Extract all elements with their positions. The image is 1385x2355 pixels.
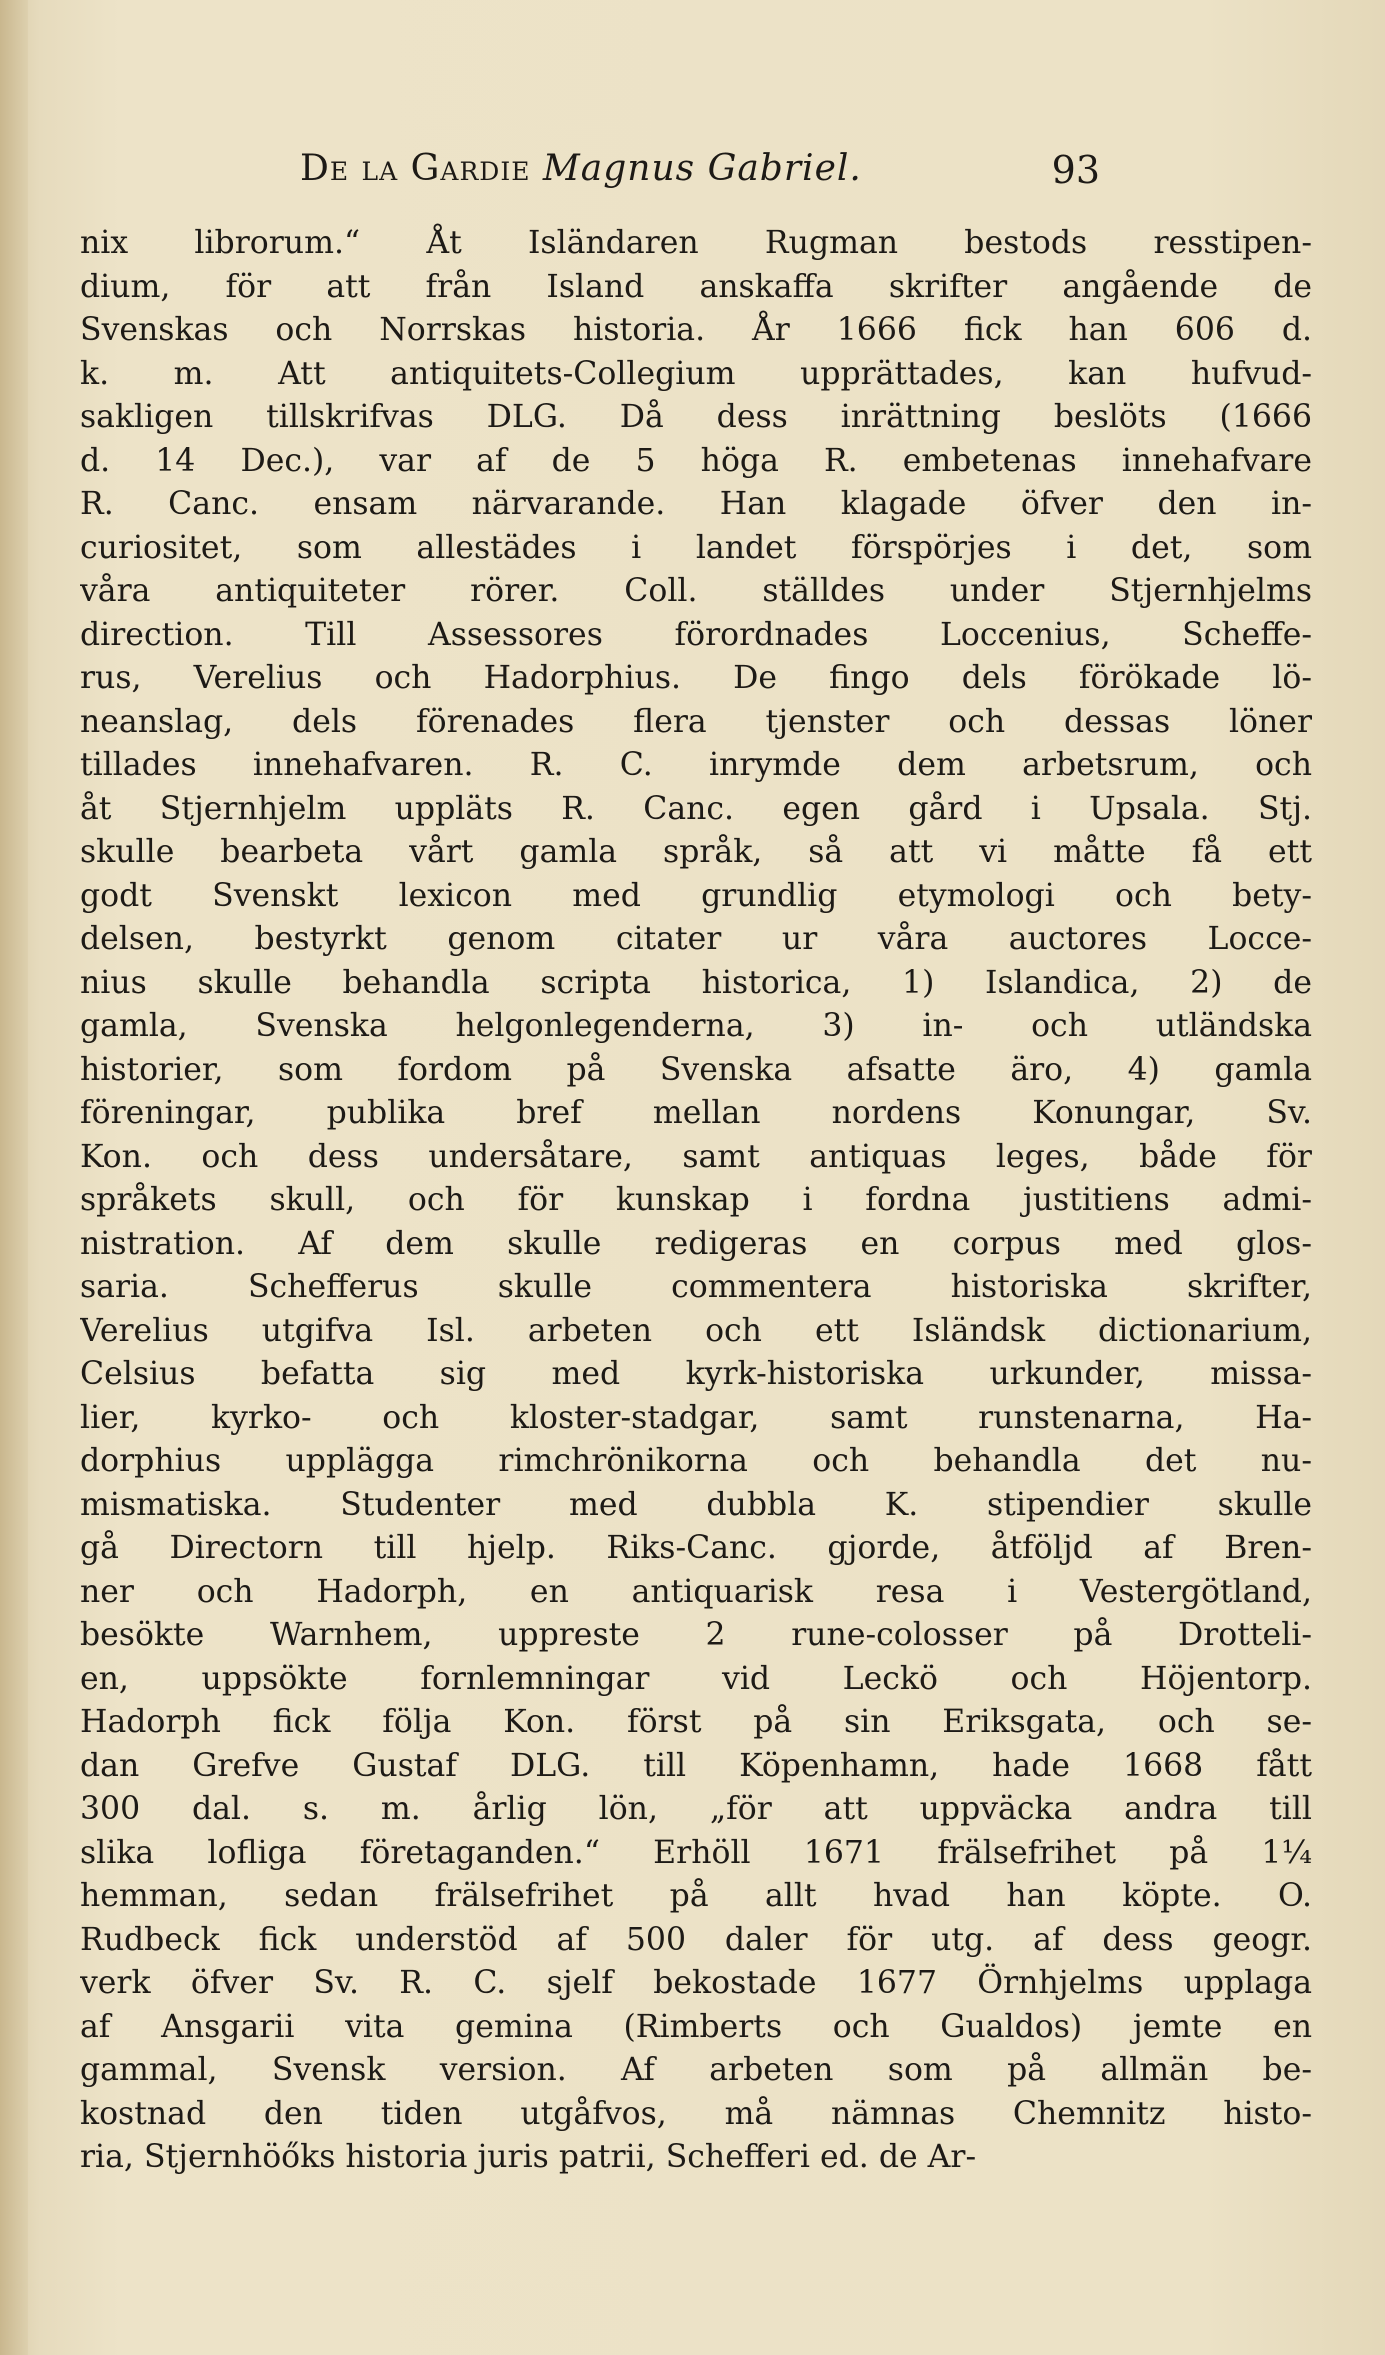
text-line: lier, kyrko- och kloster-stadgar, samt runstenarna, Ha- xyxy=(80,1399,1312,1436)
text-line: skulle bearbeta vårt gamla språk, så att vi måtte få ett xyxy=(80,834,1312,870)
text-line: dium, för att från Island anskaffa skrifter angående de xyxy=(80,268,1312,305)
text-line: mismatiska. Studenter med dubbla K. stipendier skulle xyxy=(80,1486,1312,1523)
text-line: Celsius befatta sig med kyrk-historiska urkunder, missa- xyxy=(80,1356,1312,1392)
adjacent-page-edge xyxy=(0,0,28,2355)
running-title-subject: Magnus Gabriel. xyxy=(542,148,862,189)
text-line: kostnad den tiden utgåfvos, må nämnas Chemnitz histo- xyxy=(80,2095,1312,2132)
text-line: ria, Stjernhöőks historia juris patrii, Schefferi ed. de Ar- xyxy=(80,2139,977,2175)
text-line: nius skulle behandla scripta historica, 1) Islandica, 2) de xyxy=(80,964,1312,1001)
text-line: dan Grefve Gustaf DLG. till Köpenhamn, hade 1668 fått xyxy=(80,1747,1312,1784)
text-line: språkets skull, och för kunskap i fordna justitiens admi- xyxy=(80,1182,1312,1218)
text-line: en, uppsökte fornlemningar vid Leckö och Höjentorp. xyxy=(80,1660,1312,1697)
text-line: åt Stjernhjelm uppläts R. Canc. egen gård i Upsala. Stj. xyxy=(80,790,1312,827)
text-line: Hadorph fick följa Kon. först på sin Eriksgata, och se- xyxy=(80,1704,1312,1740)
text-line: curiositet, som allestädes i landet förspörjes i det, som xyxy=(80,529,1312,566)
body-text xyxy=(80,222,1312,2180)
text-line: nistration. Af dem skulle redigeras en corpus med glos- xyxy=(80,1225,1312,1262)
page-number: 93 xyxy=(1051,148,1100,192)
text-line: våra antiquiteter rörer. Coll. ställdes under Stjernhjelms xyxy=(80,573,1312,609)
text-line: dorphius upplägga rimchrönikorna och behandla det nu- xyxy=(80,1443,1312,1479)
running-title-name: De la Gardie xyxy=(300,148,531,189)
text-line: k. m. Att antiquitets-Collegium upprättades, kan hufvud- xyxy=(80,355,1312,392)
text-line: neanslag, dels förenades flera tjenster och dessas löner xyxy=(80,703,1312,740)
text-line: direction. Till Assessores förordnades Loccenius, Scheffe- xyxy=(80,616,1312,653)
text-line: Svenskas och Norrskas historia. År 1666 fick han 606 d. xyxy=(80,312,1312,348)
text-line: sakligen tillskrifvas DLG. Då dess inrättning beslöts (1666 xyxy=(80,399,1312,435)
text-line: gå Directorn till hjelp. Riks-Canc. gjorde, åtföljd af Bren- xyxy=(80,1530,1312,1566)
running-title xyxy=(300,148,862,189)
running-header xyxy=(300,148,1100,198)
text-line: saria. Schefferus skulle commentera historiska skrifter, xyxy=(80,1269,1312,1305)
text-line: af Ansgarii vita gemina (Rimberts och Gualdos) jemte en xyxy=(80,2008,1312,2045)
text-line: Rudbeck fick understöd af 500 daler för utg. af dess geogr. xyxy=(80,1921,1312,1958)
text-line: Verelius utgifva Isl. arbeten och ett Isländsk dictionarium, xyxy=(80,1312,1312,1349)
text-line: slika lofliga företaganden.“ Erhöll 1671 frälsefrihet på 1¼ xyxy=(80,1834,1312,1871)
text-line: 300 dal. s. m. årlig lön, „för att uppväcka andra till xyxy=(80,1791,1312,1827)
text-line: gammal, Svensk version. Af arbeten som på allmän be- xyxy=(80,2052,1312,2088)
text-line: godt Svenskt lexicon med grundlig etymologi och bety- xyxy=(80,877,1312,914)
text-line: d. 14 Dec.), var af de 5 höga R. embetenas innehafvare xyxy=(80,442,1312,479)
text-line: föreningar, publika bref mellan nordens Konungar, Sv. xyxy=(80,1095,1312,1131)
text-line: nix librorum.“ Åt Isländaren Rugman bestods resstipen- xyxy=(80,225,1312,261)
text-line: gamla, Svenska helgonlegenderna, 3) in- och utländska xyxy=(80,1008,1312,1044)
text-line: verk öfver Sv. R. C. sjelf bekostade 1677 Örnhjelms upplaga xyxy=(80,1965,1312,2001)
text-line: delsen, bestyrkt genom citater ur våra auctores Locce- xyxy=(80,921,1312,957)
text-line: besökte Warnhem, uppreste 2 rune-colosser på Drotteli- xyxy=(80,1617,1312,1653)
text-line: Kon. och dess undersåtare, samt antiquas leges, både för xyxy=(80,1138,1312,1175)
text-line: tillades innehafvaren. R. C. inrymde dem arbetsrum, och xyxy=(80,747,1312,783)
text-line: hemman, sedan frälsefrihet på allt hvad han köpte. O. xyxy=(80,1878,1312,1914)
text-line: rus, Verelius och Hadorphius. De fingo dels förökade lö- xyxy=(80,660,1312,696)
text-line: historier, som fordom på Svenska afsatte äro, 4) gamla xyxy=(80,1051,1312,1088)
text-line: R. Canc. ensam närvarande. Han klagade öfver den in- xyxy=(80,486,1312,522)
text-line: ner och Hadorph, en antiquarisk resa i Vestergötland, xyxy=(80,1573,1312,1610)
